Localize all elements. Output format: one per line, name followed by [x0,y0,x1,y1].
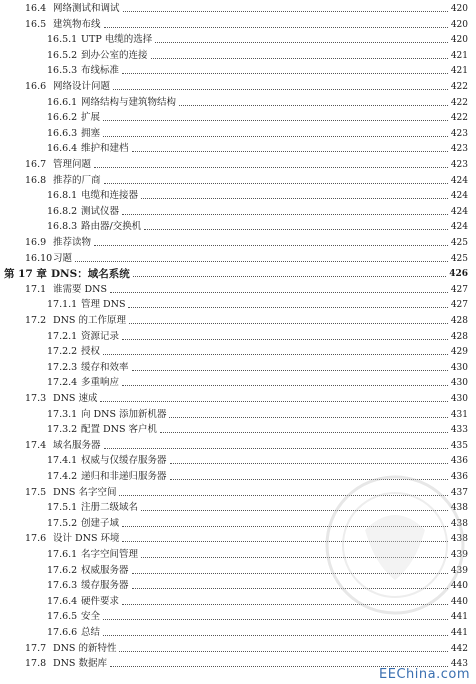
toc-entry-title: 管理 DNS [81,299,126,311]
toc-entry-title: 硬件要求 [81,595,120,607]
toc-entry[interactable] [0,359,476,374]
toc-entry-number: 17.2.2 [47,346,78,358]
toc-entry-title: 创建子域 [81,517,120,529]
toc-leader-dots [141,198,448,199]
toc-entry[interactable] [0,343,476,358]
toc-entry-page: 430 [450,362,468,373]
toc-entry-title: DNS 的工作原理 [53,315,126,326]
toc-entry-number: 16.5 [25,18,47,30]
toc-entry-page: 440 [450,596,468,607]
toc-entry-number: 16.6.3 [47,127,78,139]
toc-entry[interactable] [0,16,476,31]
toc-entry-page: 439 [450,565,468,576]
watermark-text: EEChina.com [379,667,470,682]
toc-entry-number: 16.8.3 [47,221,78,233]
toc-entry-number: 17.2.4 [47,377,78,389]
toc-entry[interactable] [0,109,476,124]
toc-entry-title: 授权 [81,346,101,358]
toc-chapter-entry[interactable] [0,265,476,280]
toc-entry[interactable] [0,218,476,233]
toc-entry-page: 422 [450,82,468,92]
toc-entry-page: 442 [450,643,468,654]
toc-entry-number: 17.5.1 [47,502,78,514]
toc-entry-title: 测试仪器 [81,205,120,217]
toc-entry-page: 436 [450,472,468,482]
toc-entry[interactable] [0,125,476,140]
toc-entry-title: 习题 [53,252,73,264]
toc-entry-number: 16.8.2 [47,205,78,217]
toc-leader-dots [169,417,447,418]
toc-entry-title: 多重响应 [81,377,120,389]
toc-entry-title: DNS 的新特性 [53,642,117,654]
toc-entry-page: 441 [450,628,468,638]
toc-entry-number: 17.8 [25,658,47,670]
toc-entry-page: 427 [450,284,468,295]
toc-entry-page: 421 [450,50,468,61]
toc-entry-title: 谁需要 DNS [53,283,107,295]
toc-entry-number: 16.6.4 [47,143,78,155]
toc-entry[interactable] [0,78,476,93]
toc-leader-dots [94,167,448,168]
toc-entry-page: 440 [450,581,468,592]
toc-entry-title: 资源记录 [81,330,120,342]
toc-leader-dots [100,401,447,402]
toc-entry[interactable] [0,47,476,62]
toc-entry[interactable] [0,312,476,327]
toc-entry-title: 向 DNS 添加新机器 [81,408,167,420]
toc-leader-dots [103,136,448,137]
toc-entry-page: 420 [450,4,468,14]
toc-entry-title: 电缆和连接器 [81,190,139,202]
toc-entry-page: 435 [450,440,468,451]
toc-entry-title: 安全 [81,611,101,623]
toc-entry-number: 17.6.4 [47,595,78,607]
toc-entry[interactable] [0,62,476,77]
toc-entry-title: DNS 数据库 [53,658,107,670]
toc-entry[interactable] [0,234,476,249]
toc-entry-title: 管理问题 [53,159,92,170]
toc-entry-title: UTP 电缆的选择 [81,34,153,46]
toc-entry-title: DNS 名字空间 [53,486,117,498]
toc-entry-page: 438 [450,503,468,514]
toc-entry[interactable] [0,624,476,639]
toc-entry-title: 网络设计问题 [53,81,111,92]
toc-entry-page: 424 [450,175,468,186]
toc-entry-page: 439 [450,550,468,560]
toc-entry-page: 443 [450,659,468,670]
toc-leader-dots [103,120,448,121]
toc-entry-title: 路由器/交换机 [81,221,142,233]
toc-entry-number: 17.6.1 [47,549,78,560]
watermark-seal [320,470,470,620]
toc-entry-number: 16.8 [25,174,47,186]
toc-entry-title: 网络结构与建筑物结构 [81,96,177,108]
toc-leader-dots [104,448,448,449]
toc-entry[interactable] [0,156,476,171]
toc-leader-dots [103,635,448,636]
toc-entry-page: 429 [450,347,468,358]
toc-entry-number: 16.6 [25,81,47,92]
toc-entry-page: 423 [450,144,468,155]
toc-entry-number: 17.6 [25,533,47,545]
toc-entry-page: 424 [450,191,468,202]
toc-entry-title: 域名服务器 [53,439,101,451]
toc-entry-title: 网络测试和调试 [53,3,120,14]
toc-entry-number: 17.5.2 [47,517,78,529]
toc-entry-number: 16.9 [25,237,47,248]
toc-entry-page: 425 [450,238,468,248]
toc-leader-dots [104,27,448,28]
toc-entry-title: 推荐的厂商 [53,174,101,186]
toc-leader-dots [103,354,448,355]
toc-entry-number: 16.7 [25,159,47,170]
toc-entry-number: 第 17 章 [4,268,47,281]
toc-entry-title: 到办公室的连接 [81,49,148,61]
toc-entry-title: DNS：域名系统 [50,268,130,281]
toc-entry-page: 431 [450,409,468,420]
toc-entry-number: 17.2.3 [47,361,78,373]
toc-entry-number: 16.6.1 [47,96,78,108]
toc-entry-title: 布线标准 [81,65,120,77]
toc-entry-page: 436 [450,456,468,467]
toc-entry-title: 权威与仅缓存服务器 [81,455,167,467]
toc-entry-number: 17.2 [25,315,47,326]
toc-entry-title: 缓存服务器 [81,580,129,592]
toc-entry-number: 17.6.3 [47,580,78,592]
toc-entry-number: 17.4.2 [47,471,78,482]
toc-entry[interactable] [0,437,476,452]
toc-entry-number: 16.5.1 [47,34,78,46]
toc-leader-dots [113,89,448,90]
toc-leader-dots [133,276,446,277]
toc-entry[interactable] [0,172,476,187]
toc-entry-title: 名字空间管理 [81,549,139,560]
toc-entry-page: 422 [450,97,468,108]
toc-leader-dots [123,11,448,12]
toc-entry-page: 438 [450,518,468,529]
toc-entry-page: 430 [450,378,468,389]
toc-entry-number: 17.6.6 [47,627,78,638]
toc-entry[interactable] [0,94,476,109]
toc-leader-dots [75,261,448,262]
toc-leader-dots [170,463,448,464]
toc-entry-number: 17.1 [25,283,47,295]
toc-entry-title: 配置 DNS 客户机 [81,424,157,436]
toc-entry[interactable] [0,390,476,405]
toc-entry-number: 17.2.1 [47,330,78,342]
toc-leader-dots [122,385,448,386]
toc-entry-page: 430 [450,394,468,404]
toc-leader-dots [94,245,448,246]
toc-entry-title: 注册二级域名 [81,502,139,514]
toc-entry-title: 推荐读物 [53,237,92,248]
toc-entry-number: 16.10 [25,252,53,264]
toc-entry-number: 17.5 [25,486,47,498]
toc-entry-page: 441 [450,612,468,623]
toc-entry-page: 426 [449,269,468,280]
toc-entry[interactable] [0,140,476,155]
toc-leader-dots [122,73,448,74]
toc-entry-page: 420 [450,35,468,46]
toc-entry[interactable] [0,31,476,46]
toc-leader-dots [122,339,448,340]
toc-entry[interactable] [0,296,476,311]
toc-leader-dots [144,229,448,230]
toc-entry[interactable] [0,0,476,15]
toc-entry-page: 423 [450,128,468,139]
toc-leader-dots [132,151,448,152]
toc-entry-number: 17.1.1 [47,299,78,311]
toc-entry-number: 16.8.1 [47,190,78,202]
toc-entry-title: 扩展 [81,112,101,124]
toc-entry-number: 17.7 [25,642,47,654]
toc-entry[interactable] [0,640,476,655]
toc-entry-page: 421 [450,66,468,77]
toc-leader-dots [129,323,448,324]
toc-leader-dots [119,651,447,652]
toc-entry-number: 17.4 [25,439,47,451]
toc-entry-title: DNS 速成 [53,393,98,404]
toc-entry-number: 16.6.2 [47,112,78,124]
toc-entry-page: 423 [450,160,468,170]
toc-entry-number: 17.6.5 [47,611,78,623]
toc-entry-number: 17.3 [25,393,47,404]
toc-entry-title: 建筑物布线 [53,18,101,30]
toc-entry-number: 17.3.1 [47,408,78,420]
toc-entry-title: 权威服务器 [81,564,129,576]
toc-entry-title: 递归和非递归服务器 [81,471,167,482]
toc-entry-number: 16.5.2 [47,49,78,61]
toc-entry-page: 438 [450,534,468,545]
toc-entry-page: 428 [450,331,468,342]
toc-entry-title: 缓存和效率 [81,361,129,373]
toc-leader-dots [104,183,448,184]
toc-entry[interactable] [0,328,476,343]
toc-leader-dots [160,432,448,433]
toc-entry-page: 420 [450,19,468,30]
toc-entry[interactable] [0,406,476,421]
toc-leader-dots [151,58,448,59]
toc-entry-page: 437 [450,487,468,498]
toc-entry[interactable] [0,250,476,265]
toc-entry[interactable] [0,374,476,389]
toc-entry-number: 17.6.2 [47,564,78,576]
toc-entry-number: 16.5.3 [47,65,78,77]
toc-entry-title: 维护和建档 [81,143,129,155]
toc-entry-page: 424 [450,222,468,233]
toc-entry-page: 433 [450,425,468,436]
toc-leader-dots [128,307,447,308]
toc-leader-dots [122,214,448,215]
toc-entry-page: 422 [450,113,468,124]
toc-leader-dots [155,42,448,43]
toc-entry-page: 424 [450,206,468,217]
toc-entry-page: 427 [450,300,468,311]
toc-entry-title: 设计 DNS 环境 [53,533,120,545]
toc-entry-number: 17.4.1 [47,455,78,467]
toc-entry-number: 17.3.2 [47,424,78,436]
toc-entry-title: 拥塞 [81,127,101,139]
toc-entry-page: 428 [450,316,468,326]
toc-entry-title: 总结 [81,627,101,638]
toc-leader-dots [132,370,448,371]
toc-leader-dots [179,105,448,106]
toc-entry[interactable] [0,421,476,436]
toc-leader-dots [110,292,448,293]
toc-entry-page: 425 [450,253,468,264]
toc-entry[interactable] [0,187,476,202]
toc-entry[interactable] [0,203,476,218]
toc-entry-number: 16.4 [25,3,47,14]
toc-entry[interactable] [0,281,476,296]
toc-entry[interactable] [0,452,476,467]
